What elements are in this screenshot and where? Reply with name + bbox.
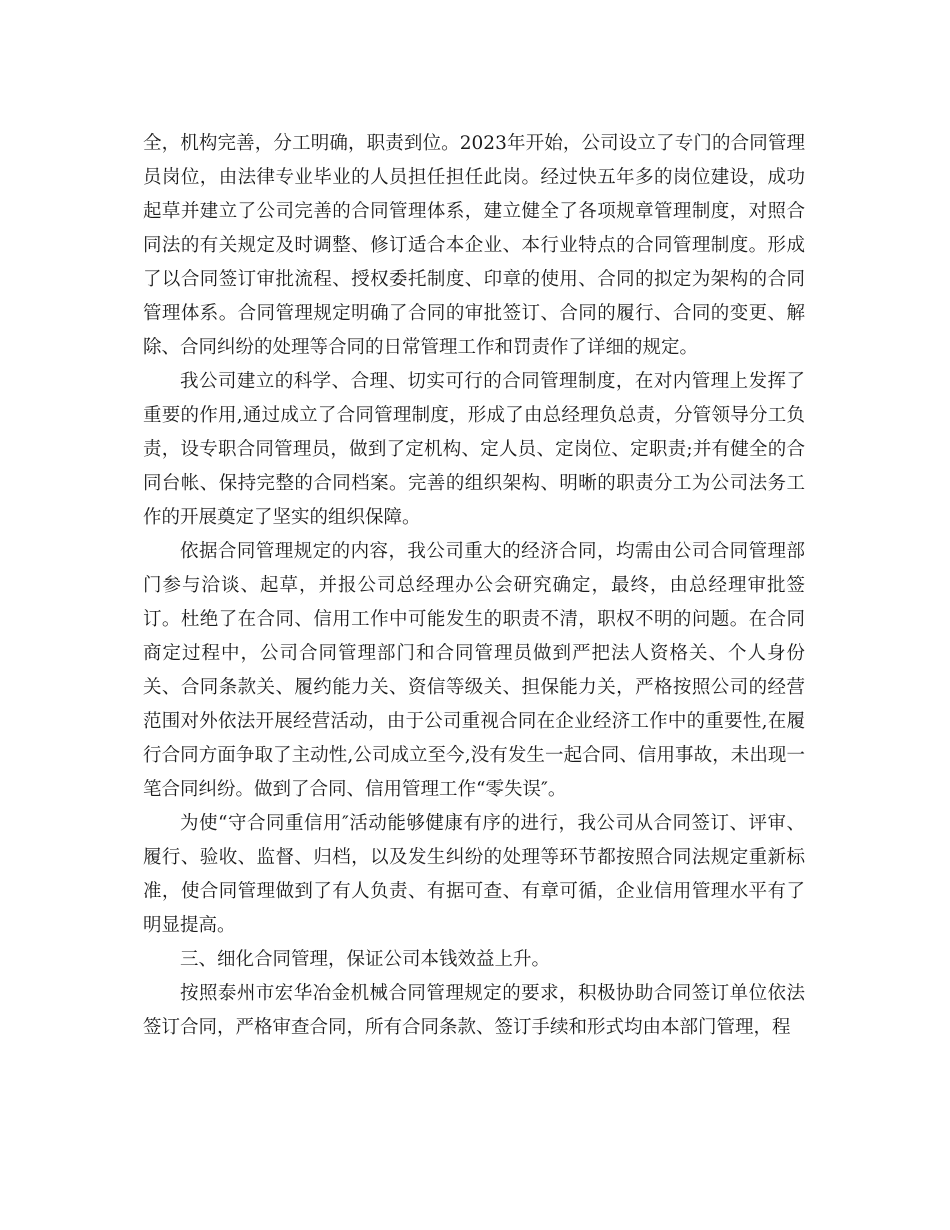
paragraph-continuation: 全，机构完善，分工明确，职责到位。2023年开始，公司设立了专门的合同管理员岗位，由法律专业毕业的人员担任担任此岗。经过快五年多的岗位建设，成功起草并建立了公司完善的合同管理体系，建立健全了各项规章管理制度，对照合同法的有关规定及时调整、修订适合本企业、本行业特点的合同管理制度。形成了以合同签订审批流程、授权委托制度、印章的使用、合同的拟定为架构的合同管理体系。合同管理规定明确了合同的审批签订、合同的履行、合同的变更、解除、合同纠纷的处理等合同的日常管理工作和罚责作了详细的规定。	[143, 133, 805, 358]
paragraph-contract-review: 依据合同管理规定的内容，我公司重大的经济合同，均需由公司合同管理部门参与洽谈、起草，并报公司总经理办公会研究确定，最终，由总经理审批签订。杜绝了在合同、信用工作中可能发生的职责不清，职权不明的问题。在合同商定过程中，公司合同管理部门和合同管理员做到严把法人资格关、个人身份关、合同条款关、履约能力关、资信等级关、担保能力关，严格按照公司的经营范围对外依法开展经营活动，由于公司重视合同在企业经济工作中的重要性,在履行合同方面争取了主动性,公司成立至今,没有发生一起合同、信用事故，未出现一笔合同纠纷。做到了合同、信用管理工作“零失误″。	[143, 541, 805, 800]
section-heading-three: 三、细化合同管理，保证公司本钱效益上升。	[180, 949, 551, 970]
paragraph-credit-activity: 为使“守合同重信用″活动能够健康有序的进行，我公司从合同签订、评审、履行、验收、监督、归档，以及发生纠纷的处理等环节都按照合同法规定重新标准，使合同管理做到了有人负责、有据可查、有章可循，企业信用管理水平有了明显提高。	[143, 813, 805, 936]
document-body	[143, 127, 805, 1045]
paragraph-management-system: 我公司建立的科学、合理、切实可行的合同管理制度，在对内管理上发挥了重要的作用,通过成立了合同管理制度，形成了由总经理负总责，分管领导分工负责，设专职合同管理员，做到了定机构、定人员、定岗位、定职责;并有健全的合同台帐、保持完整的合同档案。完善的组织架构、明晰的职责分工为公司法务工作的开展奠定了坚实的组织保障。	[143, 371, 805, 528]
paragraph-taizhou-regulations: 按照泰州市宏华冶金机械合同管理规定的要求，积极协助合同签订单位依法签订合同，严格审查合同，所有合同条款、签订手续和形式均由本部门管理，程	[143, 983, 805, 1038]
